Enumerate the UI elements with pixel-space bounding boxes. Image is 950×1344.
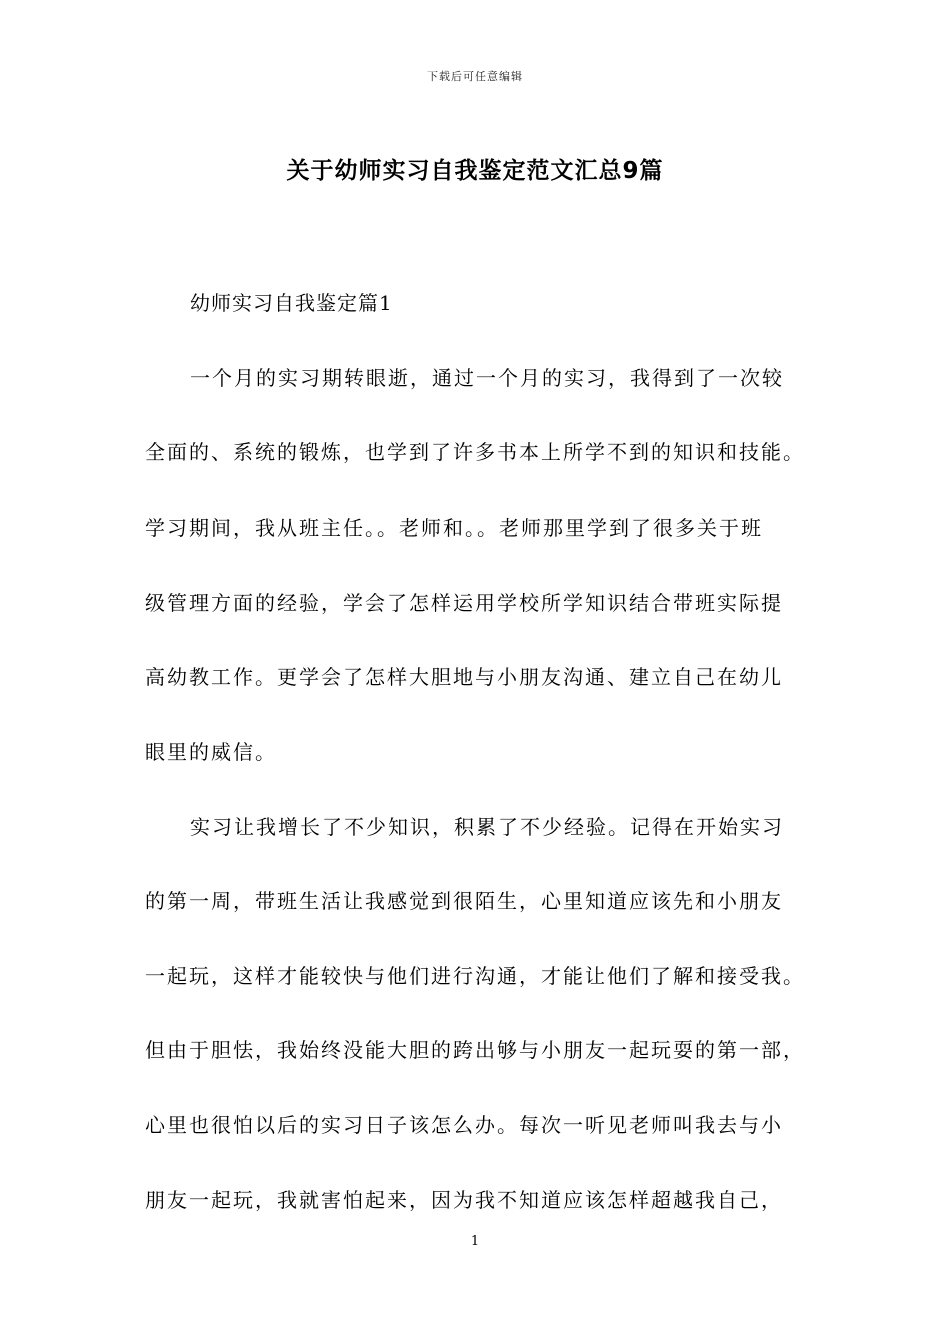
paragraph-1-line-4: 级管理方面的经验，学会了怎样运用学校所学知识结合带班实际提	[145, 591, 783, 615]
paragraph-2-line-2: 的第一周，带班生活让我感觉到很陌生，心里知道应该先和小朋友	[145, 889, 783, 913]
paragraph-1-line-6: 眼里的威信。	[145, 740, 277, 764]
header-note: 下载后可任意编辑	[427, 70, 523, 83]
section-heading: 幼师实习自我鉴定篇1	[190, 291, 393, 315]
paragraph-1-line-1: 一个月的实习期转眼逝，通过一个月的实习，我得到了一次较	[190, 366, 784, 390]
document-title: 关于幼师实习自我鉴定范文汇总9篇	[286, 158, 664, 184]
paragraph-1-line-2: 全面的、系统的锻炼，也学到了许多书本上所学不到的知识和技能。	[145, 440, 805, 464]
page-number: 1	[470, 1234, 480, 1249]
paragraph-2-line-5: 心里也很怕以后的实习日子该怎么办。每次一听见老师叫我去与小	[145, 1113, 783, 1137]
paragraph-2-line-4: 但由于胆怯，我始终没能大胆的跨出够与小朋友一起玩耍的第一部，	[145, 1038, 805, 1062]
paragraph-2-line-3: 一起玩，这样才能较快与他们进行沟通，才能让他们了解和接受我。	[145, 964, 805, 988]
paragraph-2-line-6: 朋友一起玩，我就害怕起来，因为我不知道应该怎样超越我自己，	[145, 1188, 783, 1212]
paragraph-1-line-3: 学习期间，我从班主任。。老师和。。老师那里学到了很多关于班	[145, 516, 763, 540]
paragraph-2-line-1: 实习让我增长了不少知识，积累了不少经验。记得在开始实习	[190, 815, 784, 839]
paragraph-1-line-5: 高幼教工作。更学会了怎样大胆地与小朋友沟通、建立自己在幼儿	[145, 665, 783, 689]
